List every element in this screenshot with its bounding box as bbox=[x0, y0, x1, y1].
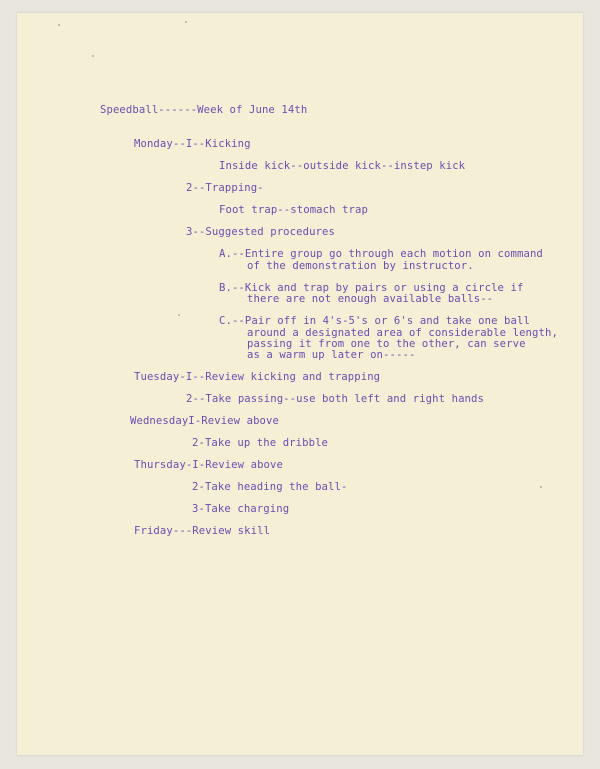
paper-speck bbox=[185, 21, 187, 23]
thursday-heading: 2-Take heading the ball- bbox=[192, 481, 348, 493]
traps-list: Foot trap--stomach trap bbox=[219, 204, 368, 216]
day-thursday: Thursday-I-Review above bbox=[134, 459, 283, 471]
tuesday-passing: 2--Take passing--use both left and right hands bbox=[186, 393, 484, 405]
paper-speck bbox=[178, 314, 180, 316]
day-friday: Friday---Review skill bbox=[134, 525, 271, 537]
procedures-heading: 3--Suggested procedures bbox=[186, 226, 335, 238]
procedure-c-line1: C.--Pair off in 4's-5's or 6's and take one ball bbox=[219, 315, 530, 327]
procedure-c-line3: passing it from one to the other, can serve bbox=[247, 338, 526, 350]
paper-sheet bbox=[17, 13, 583, 755]
paper-speck bbox=[58, 24, 60, 26]
wednesday-dribble: 2-Take up the dribble bbox=[192, 437, 329, 449]
thursday-charging: 3-Take charging bbox=[192, 503, 290, 515]
procedure-b-line1: B.--Kick and trap by pairs or using a circle if bbox=[219, 282, 524, 294]
procedure-c-line2: around a designated area of considerable length, bbox=[247, 327, 558, 339]
day-monday: Monday--I--Kicking bbox=[134, 138, 251, 150]
procedure-a-line1: A.--Entire group go through each motion on command bbox=[219, 248, 543, 260]
procedure-b-line2: there are not enough available balls-- bbox=[247, 293, 494, 305]
day-wednesday: WednesdayI-Review above bbox=[130, 415, 279, 427]
kicks-list: Inside kick--outside kick--instep kick bbox=[219, 160, 466, 172]
procedure-a-line2: of the demonstration by instructor. bbox=[247, 260, 474, 272]
paper-speck bbox=[92, 55, 94, 57]
document-title: Speedball------Week of June 14th bbox=[100, 104, 308, 116]
day-tuesday: Tuesday-I--Review kicking and trapping bbox=[134, 371, 381, 383]
procedure-c-line4: as a warm up later on----- bbox=[247, 349, 416, 361]
trapping-heading: 2--Trapping- bbox=[186, 182, 264, 194]
paper-speck bbox=[540, 486, 542, 488]
